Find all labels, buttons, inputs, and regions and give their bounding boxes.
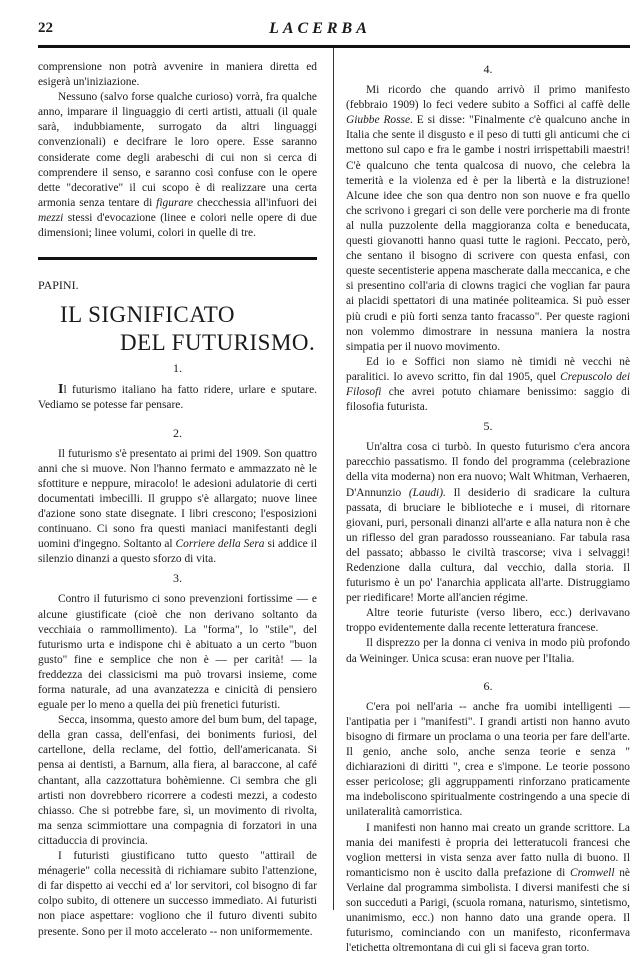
paragraph-text: I manifesti non hanno mai creato un grande scrittore. La mania dei manifesti è propria dei letteratucoli francesi che voglion mettersi in vista senza aver fatto nulla di buono. Il romanticismo non è uscito dalla prefazione di — [346, 821, 630, 879]
italic-text: Crepuscolo dei Filosofi — [346, 370, 630, 398]
paragraph-text: Nessuno (salvo forse qualche curioso) vorrà, fra qualche anno, imparare il linguaggio di certi artisti, attuali (il quale sarà, indubbiamente, surrogato da altri linguaggi convenzionali) e decifrare le loro opere. Esse saranno considerate come degli arabeschi di cui non si cerca di comprendere il senso, e saranno così confuse con le opere dette "decorative" il cui scopo è di realizzare una certa armonia senza tentare di — [38, 91, 317, 209]
paragraph-text: Il futurismo s'è presentato ai primi del 1909. Son quattro anni che si muove. Non l'hanno fermato e ammazzato nè le sfottiture e neppure, miracolo! le adesioni adulatorie di certi documentati imbecilli. Il gruppo s'è allargato; nuove linee d'azione sono state disegnate. I libri crescono; l'esposizioni continuano. Ci sono fra questi maniaci manifestanti degli uomini d'ingegno. Soltanto al — [38, 447, 317, 551]
paragraph — [38, 90, 317, 241]
right-column — [346, 58, 630, 956]
italic-text: mezzi — [38, 211, 64, 224]
article-title-line1: IL SIGNIFICATO — [60, 302, 236, 328]
paragraph-text: si addice il silenzio dinanzi a questo sforzo di vita. — [38, 538, 317, 566]
column-divider — [333, 48, 334, 910]
drop-cap: I — [58, 382, 64, 398]
paragraph — [38, 447, 317, 568]
paragraph — [346, 83, 630, 355]
paragraph — [346, 355, 630, 415]
paragraph — [38, 382, 317, 413]
italic-text: figurare — [156, 196, 194, 209]
paragraph: Altre teorie futuriste (verso libero, ecc.) derivavano troppo evidentemente dalla recente letteratura francese. — [346, 607, 630, 635]
paragraph-text: Il desiderio di sradicare la cultura passata, di bruciare le biblioteche e i musei, di ritornare giovani, puri, personali dinanzi all'arte e alla natura non è che un riflesso del gran paradosso rousseaniano. Far tabula rasa del passato; abbasso le civiltà trascorse; viva i selvaggi! Redenzione dalla cultura, dal vecchio, dalla storia. Il futurismo è un po' l'anarchia applicata all'arte. Distruggiamo per riedificare! Morte all'ancien régime. — [346, 486, 630, 605]
paragraph — [346, 821, 630, 957]
paragraph-text: . E si disse: "Finalmente c'è qualcuno anche in Italia che sente il disgusto e il peso di tutti gli anticumi che ci mettono sul capo e fra le gambe i nostri irrispettabili maestri! C'è qualcuno che tenta qualcosa di nuovo, che celebra la temerità e la violenza ed è per la libertà e la distruzione! Alcune idee che son qua dentro non son nuove e fra quello che scrivono i gregari ci son delle vere porcherie ma di fronte al nulla puzzolente della maggioranza colta e beneducata, questi giovanotti hanno quasi tutte le ragioni. Peccato, però, che sentano il bisogno di scrivere con questa enfasi, con queste secentisterie appena mascherate dalla meccanica, e che si presentino coll'aria di clowns tragici che voglian far paura ai placidi spettatori di una matinée politeamica. Si può esser più crudi e più forti senza tanto fracasso". Per queste ragioni non volemmo dimostrare in nessuna maniera la nostra simpatia per il nuovo movimento. — [346, 114, 630, 353]
paragraph-text: stessi d'evocazione (linee e colori nelle opere di due dimensioni; linee volumi, colori in quelle di tre. — [38, 211, 317, 240]
paragraph: Secca, insomma, questo amore del bum bum, del tapage, della gran cassa, dell'enfasi, dei boniments furiosi, del cartellone, della reclame, del fottìo, dell'americanata. Si pensa ai dentisti, a Barnum, alla fiera, al baraccone, al café chantant, alla cazzottatura bohèmienne. Ci sembra che gli artisti non dovrebbero ricorrere a codesti mezzi, a codesto chiasso. Che si potrebbe fare, sì, un movimento di rivolta, ma senza scimmiottare una compagnia di forzatori in una cittaduccia di provincia. — [38, 714, 317, 847]
author-byline: PAPINI. — [38, 278, 79, 293]
paragraph-text: checchessia all'infuori dei — [197, 196, 317, 209]
paragraph: Il disprezzo per la donna ci veniva in modo più profondo da Weininger. Unica scusa: eran nuove per l'Italia. — [346, 637, 630, 665]
italic-text: Corriere della Sera — [175, 538, 265, 551]
paragraph-text: che avrei potuto chiamare benissimo: saggio di filosofia futurista. — [346, 385, 630, 414]
italic-text: Giubbe Rosse — [346, 114, 411, 127]
paragraph-text: l futurismo italiano ha fatto ridere, urlare e sputare. Vediamo se potesse far pensare. — [38, 384, 317, 412]
section-number: 5. — [483, 419, 493, 434]
italic-text: Cromwell — [570, 866, 615, 879]
section-number: 3. — [173, 571, 182, 586]
paragraph: Contro il futurismo ci sono prevenzioni fortissime — e alcune giustificate (cioè che non derivano soltanto da vecchiaia o rammollimento). La "forma", lo "stile", del futurismo urta e indispone chi è abituato a un certo "buon gusto" fine e semplice che non è — per carità! — la freddezza dei classicismi ma può trovarsi insieme, come forma naturale, ad una avanzatezza e cinicità di pensiero eguale per lo meno a quella dei più frenetici futuristi. — [38, 593, 317, 712]
paragraph-text: Un'altra cosa ci turbò. In questo futurismo c'era ancora parecchio passatismo. Il fondo del programma (celebrazione della vita moderna) non era nuovo; Walt Whitman, Verhaeren, D'Annunzio — [346, 441, 630, 499]
paragraph-text: Mi ricordo che quando arrivò il primo manifesto (febbraio 1909) lo feci vedere subito a Soffici al caffè delle — [346, 84, 630, 112]
paragraph: comprensione non potrà avvenire in maniera diretta ed esigerà un'iniziazione. — [38, 61, 317, 89]
masthead: LACERBA — [269, 20, 371, 37]
paragraph-text: nè Verlaine dal programma simbolista. I diversi manifesti che si son succeduti a Parigi, (scuola romana, naturismo, sintetismo, unanimismo, ecc.) non hanno dato una grande opera. Il futurismo, cominciando con un manifesto, riconfermava l'etichetta oltremontana di cui gli si faceva gran torto. — [346, 866, 630, 955]
italic-text: (Laudi). — [408, 486, 446, 499]
paragraph — [346, 440, 630, 606]
section-number: 1. — [173, 361, 182, 376]
paragraph-text: Ed io e Soffici non siamo nè timidi nè vecchi nè paralitici. Io avevo scritto, fin dal 1905, quel — [346, 355, 630, 383]
section-rule — [38, 257, 317, 260]
article-title-line2: DEL FUTURISMO. — [120, 330, 316, 356]
paragraph: I futuristi giustificano tutto questo "attirail de ménagerie" colla necessità di richiamare subito l'attenzione, di far dispetto ai vecchi ed a' lor servitori, col bisogno di far colpo subito, di ottenere un successo immediato. Ai futuristi non piace aspettare: vogliono che il futuro diventi subito presente. Sono per il moto accelerato -- non uniformemente. — [38, 850, 317, 938]
page-number: 22 — [38, 20, 53, 36]
left-column — [38, 60, 317, 940]
paragraph: C'era poi nell'aria -- anche fra uomibi intelligenti — l'antipatia per i "manifesti". I grandi artisti non hanno avuto bisogno di firmare un proclama o una teoria per fare dell'arte. Il genio, anche solo, anche senza teorie e senza " dichiarazioni di diritti ", crea e s'impone. Le teorie possono esser pericolose; gli aggruppamenti rinforzano praticamente ma indeboliscono spiritualmente costringendo a una specie di unilateralità camorristica. — [346, 700, 630, 819]
section-number: 2. — [173, 425, 182, 440]
section-number: 4. — [483, 62, 493, 76]
header-rule — [38, 45, 630, 48]
section-number: 6. — [483, 678, 493, 693]
